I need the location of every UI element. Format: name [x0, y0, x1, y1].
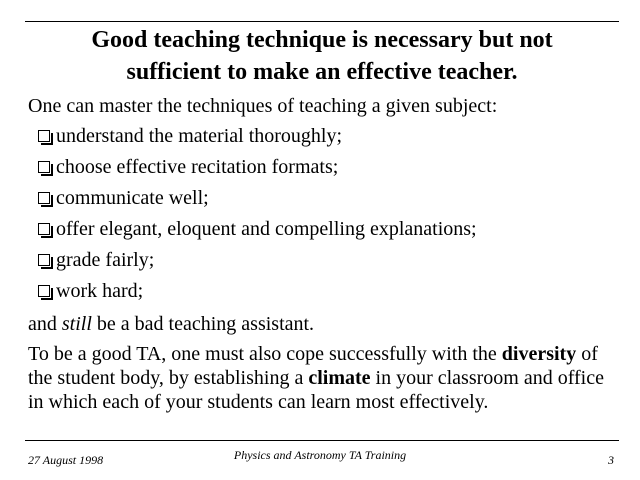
- diversity-emphasis: diversity: [501, 343, 577, 365]
- checklist-item-text: grade fairly;: [56, 249, 155, 271]
- checklist-item-text: communicate well;: [56, 187, 209, 209]
- checkbox-icon: [38, 130, 50, 142]
- checklist-item: [38, 248, 477, 279]
- checklist-item: [38, 217, 477, 248]
- checkbox-icon: [38, 285, 50, 297]
- checkbox-icon: [38, 223, 50, 235]
- still-line-emphasis: still: [61, 313, 92, 335]
- footer-date: 27 August 1998: [28, 453, 104, 467]
- bottom-rule: [25, 440, 619, 441]
- still-line-after: be a bad teaching assistant.: [91, 313, 315, 335]
- checklist-item: [38, 155, 477, 186]
- technique-checklist: [38, 124, 477, 310]
- slide-title: [25, 24, 619, 88]
- page-number: 3: [608, 453, 614, 467]
- climate-emphasis: climate: [308, 367, 371, 389]
- checkbox-icon: [38, 254, 50, 266]
- still-line-before: and: [28, 313, 62, 335]
- slide-title-line-1: Good teaching technique is necessary but not: [91, 27, 553, 53]
- closing-paragraph: [28, 342, 618, 414]
- checkbox-icon: [38, 192, 50, 204]
- checklist-item-text: understand the material thoroughly;: [56, 125, 343, 147]
- checklist-item: [38, 186, 477, 217]
- closing-part-3: in your classroom and office in which each of your students can learn most effectively.: [28, 367, 604, 413]
- checklist-item-text: work hard;: [56, 280, 144, 302]
- top-rule: [25, 21, 619, 22]
- closing-part-2: of the student body, by establishing a: [28, 343, 598, 389]
- checklist-item-text: offer elegant, eloquent and compelling explanations;: [56, 218, 477, 240]
- checkbox-icon: [38, 161, 50, 173]
- footer-course-title: Physics and Astronomy TA Training: [233, 448, 407, 462]
- checklist-item: [38, 124, 477, 155]
- checklist-item: [38, 279, 477, 310]
- intro-text: One can master the techniques of teaching a given subject:: [28, 95, 498, 117]
- still-bad-ta-line: [28, 312, 314, 336]
- slide-title-line-2: sufficient to make an effective teacher.: [126, 59, 518, 85]
- closing-part-1: To be a good TA, one must also cope successfully with the: [28, 343, 502, 365]
- checklist-item-text: choose effective recitation formats;: [56, 156, 339, 178]
